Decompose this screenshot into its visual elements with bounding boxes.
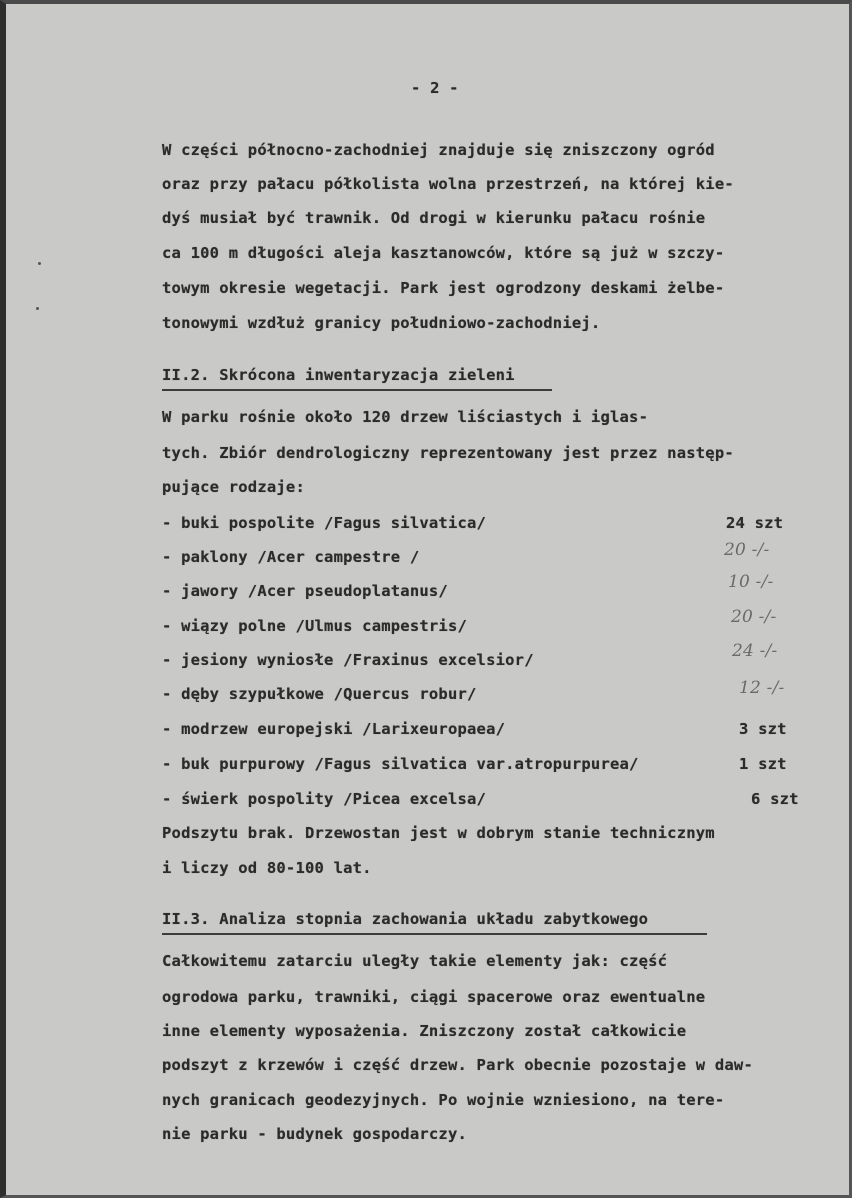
tree-list-item: - jawory /Acer pseudoplatanus/ (162, 582, 448, 600)
tree-list-item: - świerk pospolity /Picea excelsa/ (162, 790, 487, 808)
paragraph-3-line: i liczy od 80-100 lat. (162, 859, 372, 877)
tree-count: 24 szt (726, 514, 784, 532)
paragraph-2-line: tych. Zbiór dendrologiczny reprezentowany jest przez następ- (162, 444, 734, 462)
paragraph-1-line: tonowymi wzdłuż granicy południowo-zachodniej. (162, 314, 601, 332)
paragraph-3-line: Podszytu brak. Drzewostan jest w dobrym stanie technicznym (162, 824, 715, 842)
tree-list-item: - buki pospolite /Fagus silvatica/ (162, 514, 487, 532)
heading-underline (162, 389, 552, 391)
handwritten-count: 12 -/- (739, 678, 785, 698)
paragraph-1-line: ca 100 m długości aleja kasztanowców, które są już w szczy- (162, 244, 725, 262)
tree-count: 1 szt (739, 755, 787, 773)
paragraph-2-line: W parku rośnie około 120 drzew liściastych i iglas- (162, 408, 649, 426)
paragraph-2-line: pujące rodzaje: (162, 478, 305, 496)
handwritten-count: 24 -/- (732, 641, 778, 661)
tree-list-item: - modrzew europejski /Larixeuropaea/ (162, 720, 506, 738)
section-heading-ii-2: II.2. Skrócona inwentaryzacja zieleni (162, 366, 515, 384)
paragraph-1-line: W części północno-zachodniej znajduje się zniszczony ogród (162, 141, 715, 159)
tree-count: 3 szt (739, 720, 787, 738)
tree-list-item: - jesiony wyniosłe /Fraxinus excelsior/ (162, 651, 534, 669)
paragraph-4-line: nych granicach geodezyjnych. Po wojnie wzniesiono, na tere- (162, 1091, 725, 1109)
tree-list-item: - wiązy polne /Ulmus campestris/ (162, 617, 468, 635)
paragraph-1-line: towym okresie wegetacji. Park jest ogrodzony deskami żelbe- (162, 279, 725, 297)
paragraph-4-line: inne elementy wyposażenia. Zniszczony został całkowicie (162, 1022, 687, 1040)
scan-speck (36, 307, 39, 310)
tree-count: 6 szt (751, 790, 799, 808)
paragraph-4-line: Całkowitemu zatarciu uległy takie elementy jak: część (162, 952, 668, 970)
handwritten-count: 10 -/- (728, 572, 774, 592)
paragraph-4-line: podszyt z krzewów i część drzew. Park obecnie pozostaje w daw- (162, 1056, 753, 1074)
tree-list-item: - buk purpurowy /Fagus silvatica var.atropurpurea/ (162, 755, 639, 773)
paragraph-1-line: oraz przy pałacu półkolista wolna przestrzeń, na której kie- (162, 175, 734, 193)
paragraph-4-line: ogrodowa parku, trawniki, ciągi spacerowe oraz ewentualne (162, 988, 706, 1006)
heading-underline (162, 933, 707, 935)
page-number: - 2 - (411, 79, 459, 97)
tree-list-item: - dęby szypułkowe /Quercus robur/ (162, 685, 477, 703)
handwritten-count: 20 -/- (731, 607, 777, 627)
handwritten-count: 20 -/- (724, 540, 770, 560)
paragraph-4-line: nie parku - budynek gospodarczy. (162, 1125, 468, 1143)
section-heading-ii-3: II.3. Analiza stopnia zachowania układu zabytkowego (162, 910, 649, 928)
tree-list-item: - paklony /Acer campestre / (162, 548, 420, 566)
scan-speck (38, 262, 41, 265)
paragraph-1-line: dyś musiał być trawnik. Od drogi w kierunku pałacu rośnie (162, 209, 706, 227)
